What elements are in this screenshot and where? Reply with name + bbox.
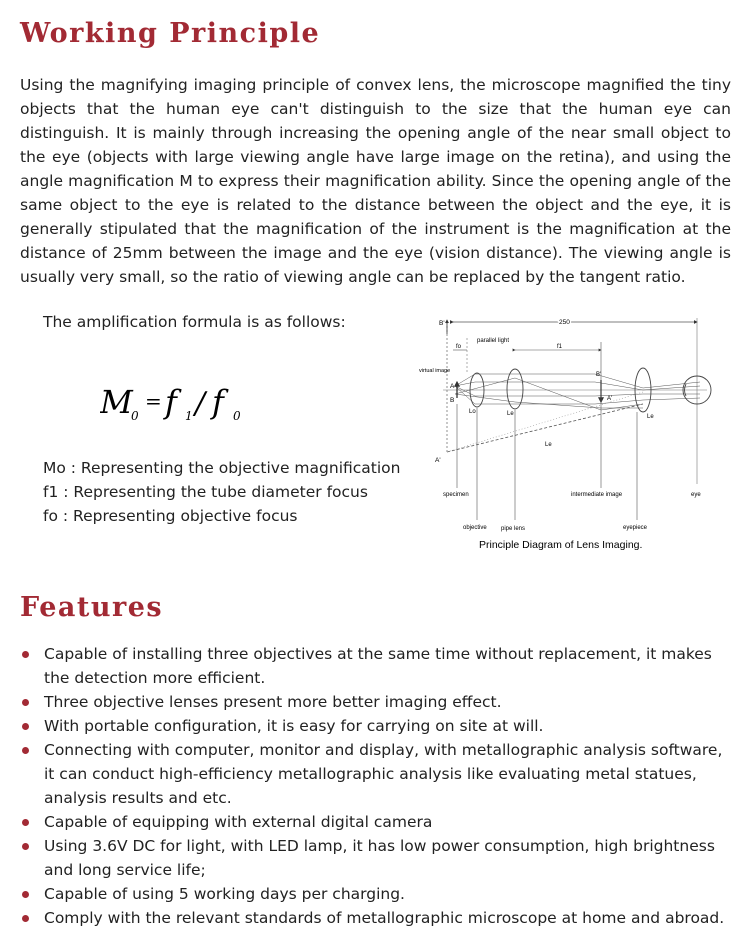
- bullet-icon: [22, 915, 29, 922]
- formula-f0-sub: 0: [233, 409, 241, 423]
- working-principle-paragraph: Using the magnifying imaging principle of convex lens, the microscope magnified the tiny objects that the human eye can't distinguish to the size that the human eye can distinguish. It is mainly through increasing the opening angle of the near small object to the eye (objects with large viewing angle have large image on the retina), and using the angle magnification M to express their magnification ability. Since the opening angle of the same object to the eye is related to the distance between the object and the eye, it is generally stipulated that the magnification of the instrument is the magnification at the distance of 25mm between the image and the eye (vision distance). The viewing angle is usually very small, so the ratio of viewing angle can be replaced by the tangent ratio.: [20, 76, 731, 286]
- light-rays: [455, 374, 700, 410]
- feature-item: Three objective lenses present more better imaging effect.: [20, 690, 732, 714]
- bullet-icon: [22, 843, 29, 850]
- label-f1: f1: [557, 344, 563, 350]
- label-parallel-light: parallel light: [477, 338, 510, 344]
- label-le-right: Le: [647, 414, 654, 420]
- feature-item: With portable configuration, it is easy for carrying on site at will.: [20, 714, 732, 738]
- bullet-icon: [22, 723, 29, 730]
- features-list: [20, 642, 732, 930]
- label-virtual-image: virtual image: [419, 368, 451, 374]
- formula-f0: f: [212, 383, 224, 421]
- feature-item: Comply with the relevant standards of metallographic microscope at home and abroad.: [20, 906, 732, 930]
- formula-intro: The amplification formula is as follows:: [43, 313, 346, 331]
- pipe-lens: [507, 369, 523, 409]
- formula-equals: =: [145, 389, 162, 413]
- definition-mo: Mo : Representing the objective magnification: [43, 459, 401, 477]
- label-b-prime-top: B': [439, 320, 445, 327]
- label-eye: eye: [691, 492, 701, 498]
- formula-definitions: [43, 456, 400, 528]
- formula-f1: f: [165, 383, 177, 421]
- label-a: A: [450, 383, 455, 390]
- label-a-prime-bottom: A': [435, 457, 441, 464]
- label-le-bottom: Le: [545, 442, 552, 448]
- feature-item: Capable of using 5 working days per charging.: [20, 882, 732, 906]
- lens-imaging-diagram: [415, 312, 715, 560]
- label-objective: objective: [463, 525, 487, 531]
- label-b-prime-mid: B': [596, 372, 602, 378]
- bullet-icon: [22, 891, 29, 898]
- definition-f1: f1 : Representing the tube diameter focus: [43, 483, 368, 501]
- label-250: 250: [559, 319, 570, 326]
- features-title: Features: [20, 592, 164, 623]
- definition-fo: fo : Representing objective focus: [43, 507, 298, 525]
- formula-slash: /: [195, 386, 206, 421]
- label-eyepiece: eyepiece: [623, 525, 648, 531]
- bullet-icon: [22, 747, 29, 754]
- label-intermediate-image: intermediate image: [571, 492, 623, 498]
- feature-item: Capable of equipping with external digital camera: [20, 810, 732, 834]
- bullet-icon: [22, 699, 29, 706]
- diagram-caption: Principle Diagram of Lens Imaging.: [479, 539, 643, 551]
- label-pipe-lens: pipe lens: [501, 526, 526, 532]
- feature-item: Connecting with computer, monitor and display, with metallographic analysis software, it can conduct high-efficiency metallographic analysis like evaluating metal statues, analysis results and etc.: [20, 738, 732, 810]
- bullet-icon: [22, 819, 29, 826]
- feature-item: Using 3.6V DC for light, with LED lamp, it has low power consumption, high brightness and long service life;: [20, 834, 732, 882]
- label-lo: Lo: [469, 409, 476, 415]
- magnification-formula: [100, 375, 280, 425]
- formula-m-sub: 0: [131, 409, 139, 423]
- label-specimen: specimen: [443, 492, 469, 498]
- formula-f1-sub: 1: [185, 409, 193, 423]
- bullet-icon: [22, 651, 29, 658]
- label-b: B: [450, 397, 455, 404]
- label-a-prime-mid: A': [607, 396, 613, 402]
- label-le-mid: Le: [507, 411, 514, 417]
- feature-item: Capable of installing three objectives at the same time without replacement, it makes the detection more efficient.: [20, 642, 732, 690]
- formula-m: M: [100, 383, 133, 421]
- working-principle-title: Working Principle: [20, 18, 321, 49]
- label-fo: fo: [456, 344, 462, 350]
